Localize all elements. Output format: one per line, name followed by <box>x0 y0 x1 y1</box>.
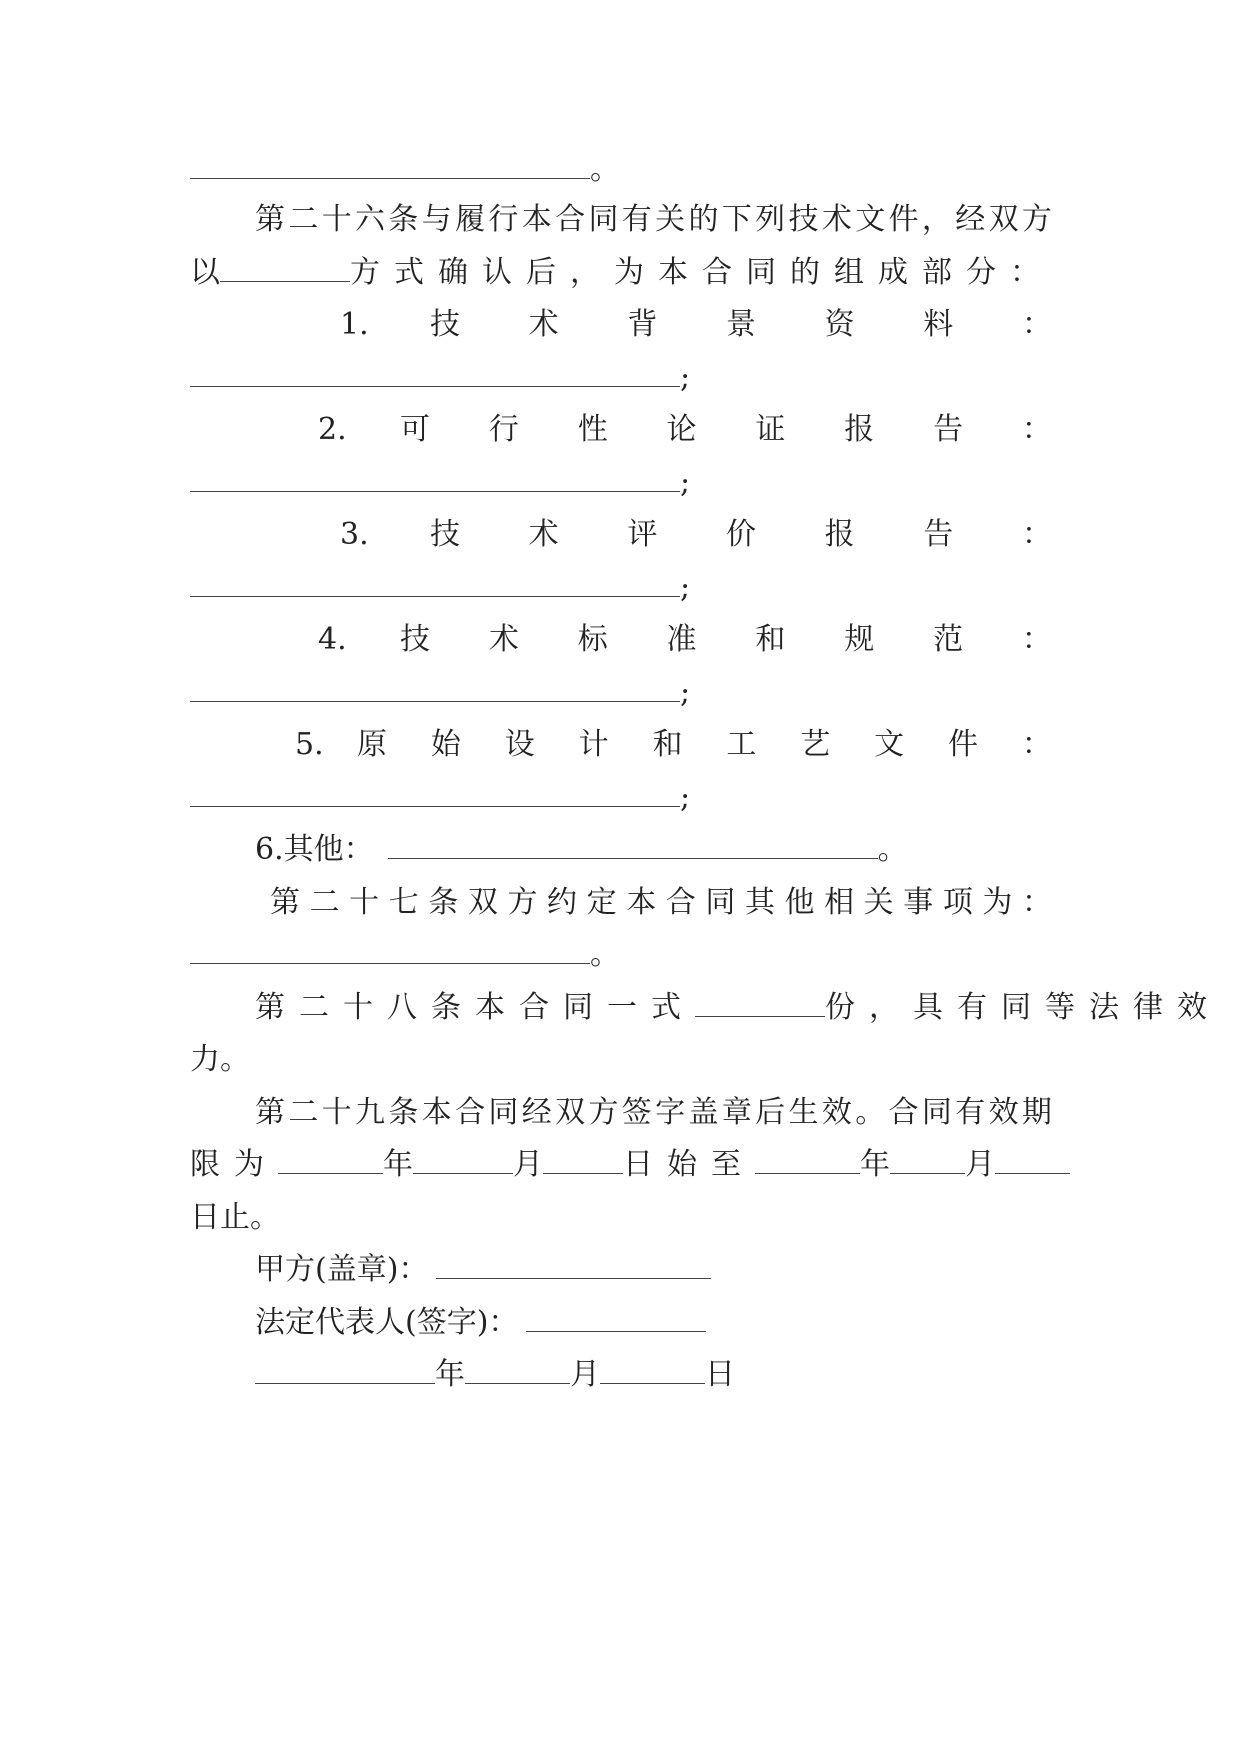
char: 资 <box>824 307 855 342</box>
char: 九 <box>355 1095 386 1130</box>
char: 效 <box>821 1095 852 1130</box>
char: 设 <box>504 727 535 762</box>
char: 七 <box>388 885 419 920</box>
char: 效 <box>988 1095 1019 1130</box>
fill-blank <box>190 152 590 179</box>
char: 后 <box>755 1095 786 1130</box>
char: 同 <box>488 1095 519 1130</box>
char: 景 <box>725 307 756 342</box>
article-29-line1 <box>255 1093 1052 1133</box>
fill-blank <box>190 570 680 597</box>
char: 方 <box>1021 202 1052 237</box>
char: 术 <box>488 622 519 657</box>
char: 技 <box>430 517 460 552</box>
fill-blank <box>278 1147 383 1174</box>
char: 签 <box>621 1095 652 1130</box>
item-4-blank: ; <box>190 673 1052 713</box>
char: 工 <box>726 727 757 762</box>
char: 双 <box>555 1095 586 1130</box>
char: 有 <box>955 1095 986 1130</box>
char: 术 <box>528 517 559 552</box>
char: 第 <box>270 885 300 920</box>
article-29-line2: 限为 年 月 日始至 年 月 <box>190 1145 1052 1185</box>
char: 相 <box>824 885 855 920</box>
signature-blank <box>526 1305 706 1332</box>
char: 双 <box>467 885 498 920</box>
fill-blank <box>413 1147 513 1174</box>
char: 合 <box>888 1095 919 1130</box>
char: 经 <box>521 1095 552 1130</box>
char: 证 <box>755 412 786 447</box>
char: 本 <box>626 885 657 920</box>
char: 准 <box>666 622 697 657</box>
char: 同 <box>921 1095 952 1130</box>
char: ： <box>1021 307 1052 342</box>
char: 履 <box>455 202 486 237</box>
char: 合 <box>555 202 586 237</box>
article-26-line2: 以 方式确认后，为本合同的组成部分： <box>190 255 1054 290</box>
char: 报 <box>824 517 855 552</box>
char: 约 <box>547 885 578 920</box>
item-2-blank: ; <box>190 463 1052 503</box>
fill-blank <box>465 1357 570 1384</box>
char: 定 <box>586 885 617 920</box>
char: 术 <box>821 202 852 237</box>
char: 和 <box>755 622 786 657</box>
char: 评 <box>627 517 658 552</box>
char: 标 <box>577 622 608 657</box>
article-29-line3: 日止。 <box>190 1200 280 1235</box>
char: 规 <box>844 622 875 657</box>
char: 他 <box>784 885 815 920</box>
fill-blank <box>190 780 680 807</box>
fill-blank <box>600 1357 705 1384</box>
char: 。 <box>855 1095 886 1130</box>
item-2-feasibility-report: 2. 可 行 性 论 证 报 告 ： <box>190 410 1052 450</box>
article-26-line1 <box>255 200 1052 240</box>
char: 件 <box>888 202 919 237</box>
article-27-blank: 。 <box>190 935 1052 975</box>
char: 料 <box>923 307 954 342</box>
fill-blank <box>755 1147 860 1174</box>
char: 原 <box>357 727 387 762</box>
char: 告 <box>923 517 954 552</box>
char: 关 <box>655 202 686 237</box>
item-1-blank: ; <box>190 358 1052 398</box>
char: 本 <box>421 1095 452 1130</box>
char: 报 <box>844 412 875 447</box>
fill-blank <box>220 255 350 282</box>
item-5-original-design-files: 5. 原 始 设 计 和 工 艺 文 件 ： <box>190 725 1052 765</box>
char: 条 <box>428 885 459 920</box>
char: ： <box>1021 622 1052 657</box>
char: 的 <box>688 202 719 237</box>
article-28-line2: 力。 <box>190 1042 250 1077</box>
char: 事 <box>903 885 934 920</box>
fill-blank <box>190 360 680 387</box>
char: 始 <box>430 727 461 762</box>
char: ， <box>921 202 952 237</box>
char: 文 <box>874 727 905 762</box>
char: ： <box>1021 412 1052 447</box>
char: 有 <box>621 202 652 237</box>
char: 六 <box>355 202 386 237</box>
char: 第 <box>255 1095 285 1130</box>
char: 方 <box>507 885 538 920</box>
char: 十 <box>349 885 380 920</box>
char: 二 <box>288 202 319 237</box>
article-27 <box>270 883 1052 923</box>
char: ： <box>1021 885 1052 920</box>
fill-blank <box>543 1147 623 1174</box>
fill-blank <box>695 990 825 1017</box>
fill-blank <box>255 1357 435 1384</box>
char: 为 <box>982 885 1013 920</box>
char: 件 <box>948 727 978 762</box>
char: 同 <box>705 885 736 920</box>
char: 可 <box>400 412 430 447</box>
char: 艺 <box>800 727 831 762</box>
char: 条 <box>388 202 419 237</box>
char: 第 <box>255 202 285 237</box>
fill-blank <box>995 1147 1070 1174</box>
signature-blank <box>436 1252 711 1279</box>
item-6-other: 6.其他： 。 <box>255 832 908 867</box>
char: 告 <box>933 412 964 447</box>
char: 计 <box>578 727 609 762</box>
char: 字 <box>655 1095 686 1130</box>
line-blank-end: 。 <box>190 150 1052 190</box>
char: 十 <box>321 202 352 237</box>
party-a-seal: 甲方(盖章)： <box>255 1250 1052 1290</box>
char: 合 <box>665 885 696 920</box>
char: 合 <box>455 1095 486 1130</box>
char: 性 <box>577 412 608 447</box>
char: 技 <box>400 622 430 657</box>
char: 同 <box>588 202 619 237</box>
char: 与 <box>421 202 452 237</box>
char: 经 <box>955 202 986 237</box>
char: ： <box>1021 517 1052 552</box>
char: 盖 <box>688 1095 719 1130</box>
char: 二 <box>309 885 340 920</box>
char: 方 <box>588 1095 619 1130</box>
char: 技 <box>788 202 819 237</box>
item-5-blank: ; <box>190 778 1052 818</box>
char: 术 <box>528 307 559 342</box>
char: 十 <box>321 1095 352 1130</box>
char: 背 <box>627 307 658 342</box>
legal-representative: 法定代表人(签字)： <box>255 1303 1052 1343</box>
char: 本 <box>521 202 552 237</box>
item-3-blank: ; <box>190 568 1052 608</box>
fill-blank <box>190 465 680 492</box>
item-3-technical-evaluation: 3. 技 术 评 价 报 告 ： <box>190 515 1052 555</box>
char: 和 <box>652 727 683 762</box>
char: ： <box>1021 727 1052 762</box>
article-28-line1: 第二十八条本合同一式 份，具有同等法律效 <box>255 990 1221 1025</box>
char: 列 <box>755 202 786 237</box>
fill-blank <box>190 937 590 964</box>
char: 其 <box>744 885 775 920</box>
char: 期 <box>1021 1095 1052 1130</box>
char: 项 <box>942 885 973 920</box>
char: 技 <box>430 307 460 342</box>
signature-date: 年 月 日 <box>255 1355 1052 1395</box>
char: 文 <box>855 202 886 237</box>
fill-blank <box>190 675 680 702</box>
char: 范 <box>933 622 964 657</box>
fill-blank <box>388 832 878 859</box>
char: 行 <box>488 412 519 447</box>
item-4-technical-standards: 4. 技 术 标 准 和 规 范 ： <box>190 620 1052 660</box>
char: 行 <box>488 202 519 237</box>
char: 价 <box>725 517 756 552</box>
fill-blank <box>890 1147 965 1174</box>
char: 双 <box>988 202 1019 237</box>
char: 条 <box>388 1095 419 1130</box>
char: 关 <box>863 885 894 920</box>
item-1-technical-background: 1. 技 术 背 景 资 料 ： <box>190 305 1052 345</box>
char: 下 <box>721 202 752 237</box>
char: 二 <box>288 1095 319 1130</box>
char: 章 <box>721 1095 752 1130</box>
char: 生 <box>788 1095 819 1130</box>
char: 论 <box>666 412 697 447</box>
